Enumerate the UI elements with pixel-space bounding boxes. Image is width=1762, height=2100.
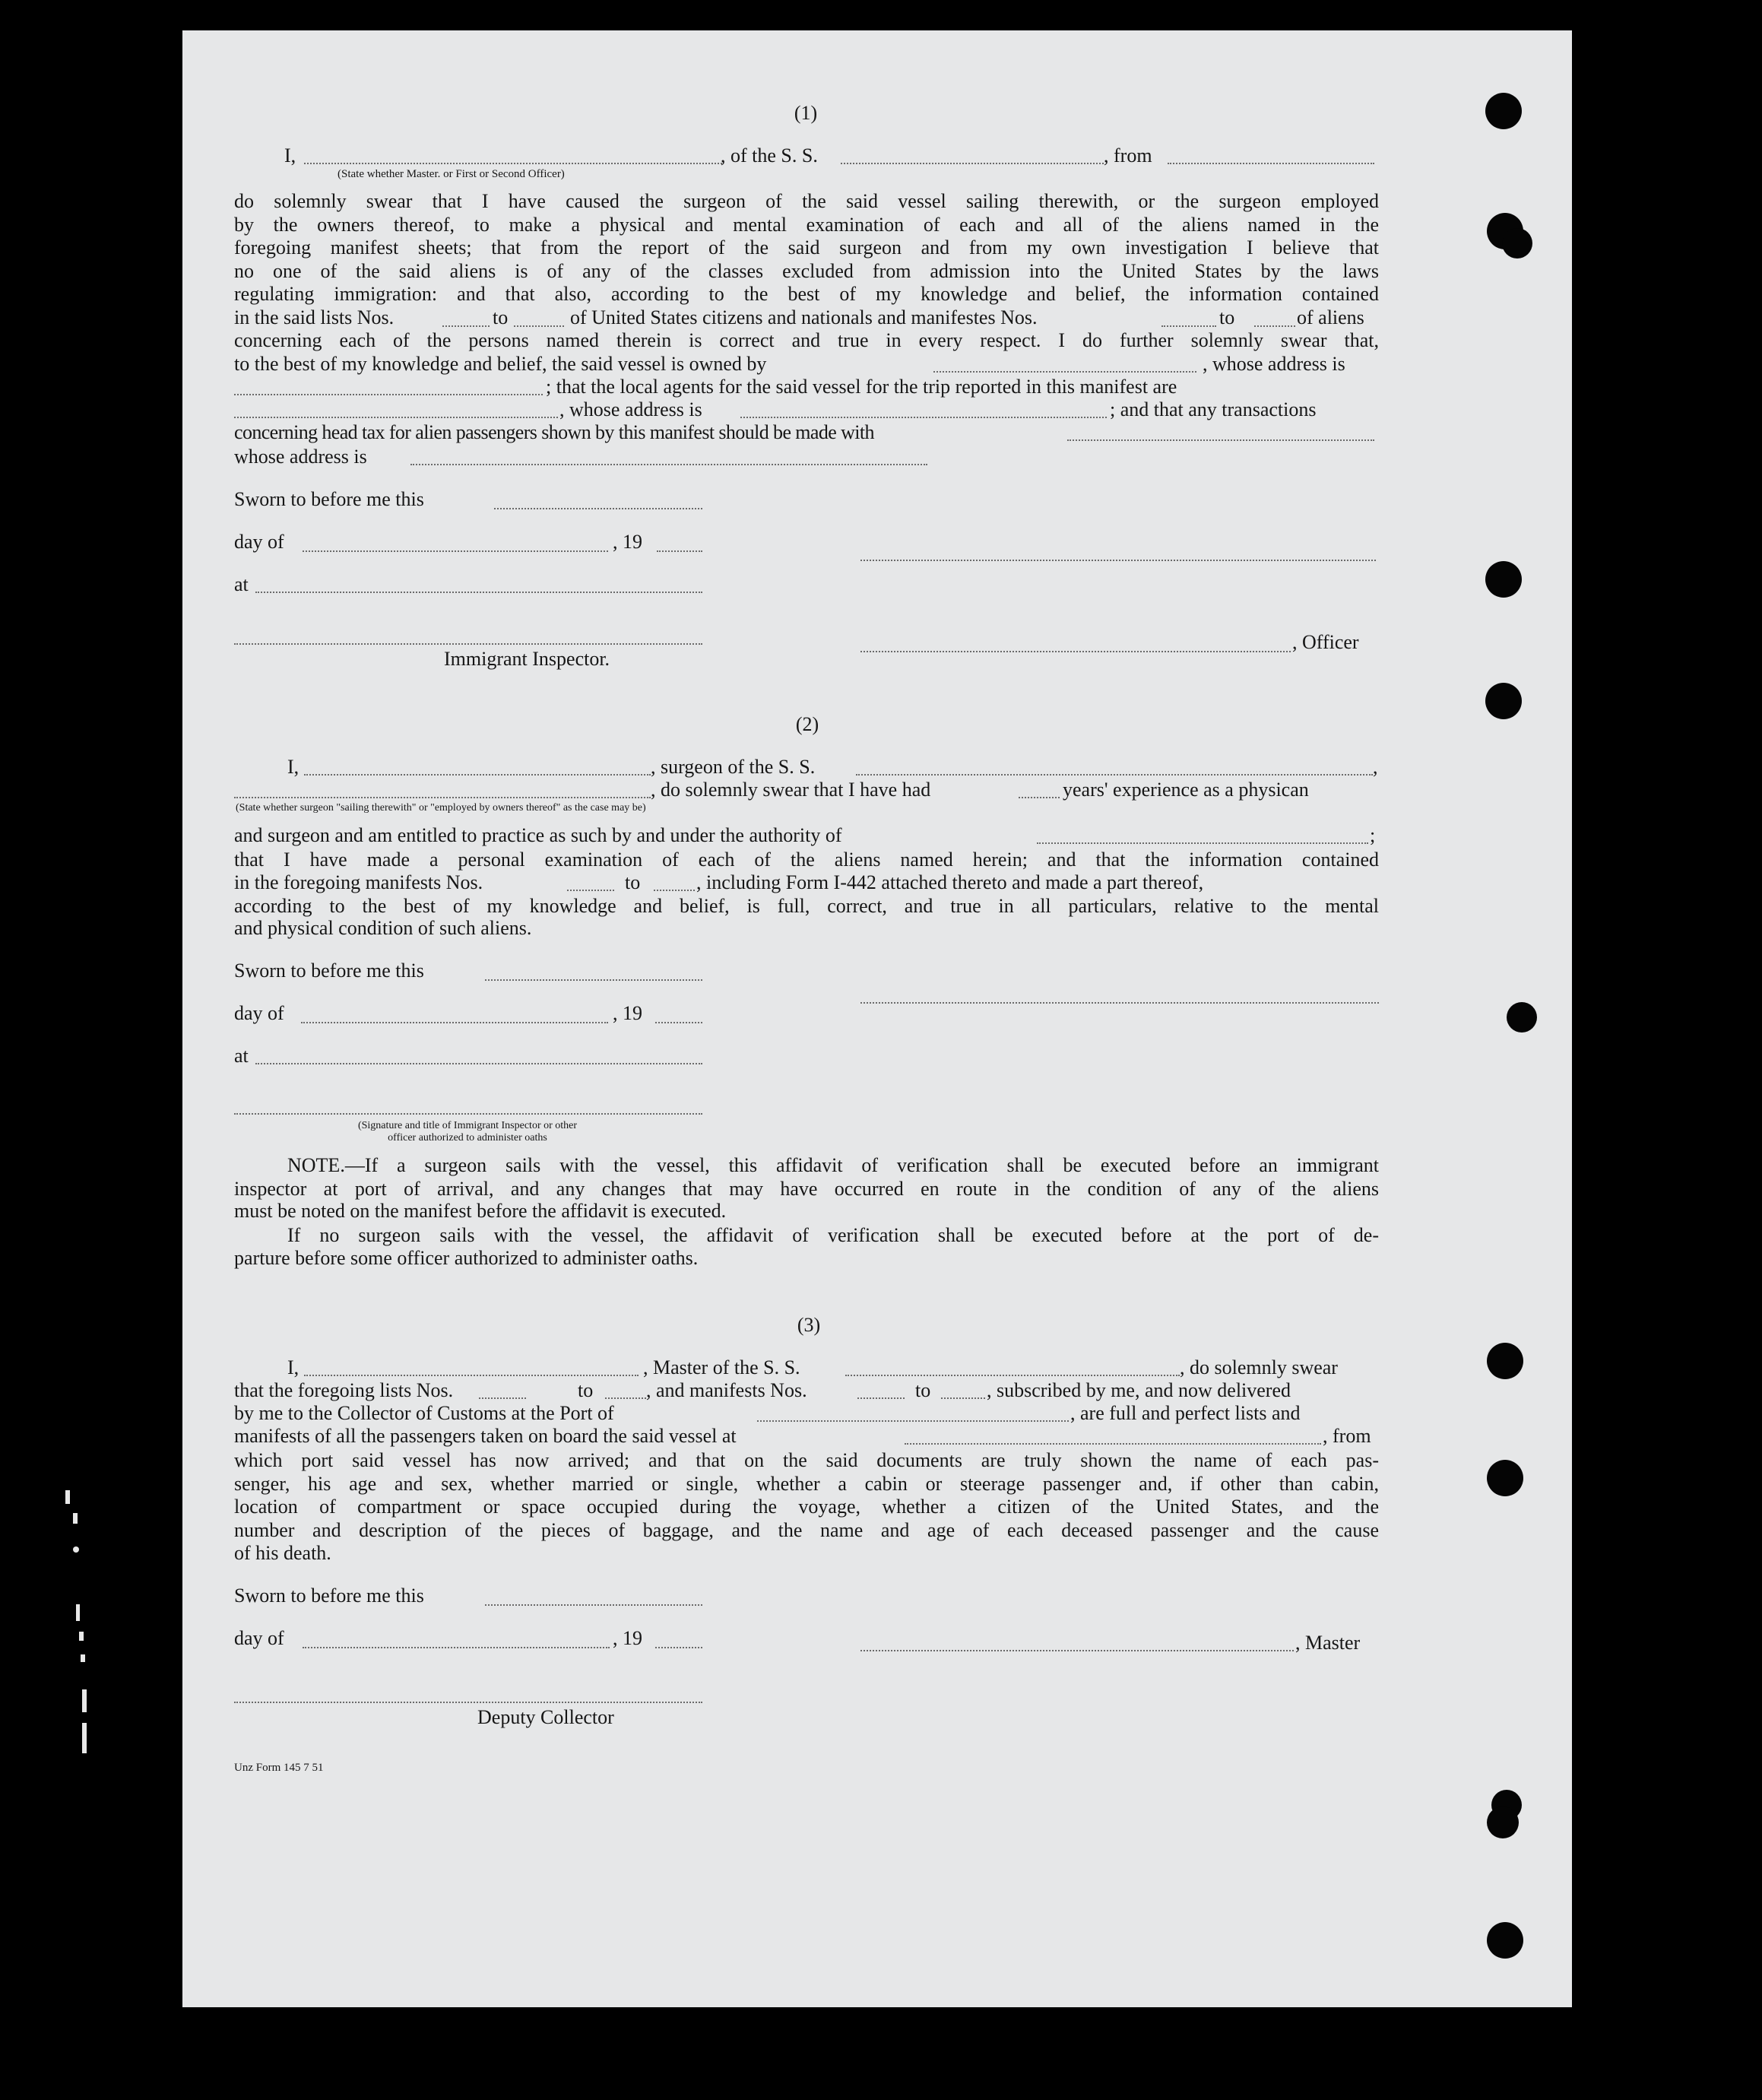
punch-hole: [1485, 561, 1522, 598]
subscribed-label: , subscribed by me, and now delivered: [987, 1379, 1291, 1401]
signature-note: (Signature and title of Immigrant Inspector or other: [357, 1120, 578, 1131]
master-paragraph: [234, 1449, 1379, 1542]
to-label: to: [625, 871, 641, 893]
inspector-signature-line[interactable]: [234, 643, 702, 645]
swear-label: , do solemnly swear that I have had: [651, 779, 931, 801]
lists-label: that the foregoing lists Nos.: [234, 1379, 454, 1401]
form-label: , including Form I-442 attached thereto and made a part thereof,: [696, 871, 1204, 893]
list-from-field[interactable]: [479, 1397, 526, 1399]
years-field[interactable]: [1019, 797, 1060, 798]
agents-label: ; that the local agents for the said vessel for the trip reported in this manifest are: [546, 376, 1177, 398]
master-signature-line[interactable]: [860, 1650, 1294, 1651]
collector-label: by me to the Collector of Customs at the Port of: [234, 1402, 614, 1424]
section-number: (1): [794, 102, 818, 124]
whose-address-label: , whose address is: [1203, 353, 1345, 375]
master-name-field[interactable]: [304, 1375, 639, 1376]
paragraph-line: foregoing manifest sheets; that from the report of the said surgeon and from my own investigation I believe that: [234, 236, 1379, 259]
sworn-month-field[interactable]: [303, 1647, 610, 1648]
section-number: (3): [797, 1314, 821, 1336]
surgeon-note: (State whether surgeon "sailing therewith" or "employed by owners thereof" as the case may be): [236, 802, 646, 814]
master-last-line: of his death.: [234, 1542, 331, 1564]
inspector-signature-line[interactable]: [234, 1113, 702, 1115]
lists-label: in the said lists Nos.: [234, 306, 395, 328]
day-of-label: day of: [234, 1627, 284, 1649]
from-label: , from: [1104, 144, 1152, 167]
punch-hole: [1487, 1922, 1523, 1959]
perfect-lists-label: , are full and perfect lists and: [1070, 1402, 1301, 1424]
authority-field[interactable]: [1037, 842, 1368, 844]
if-no-paragraph: [234, 1224, 1379, 1248]
boarding-port-field[interactable]: [905, 1443, 1321, 1445]
paragraph-line: which port said vessel has now arrived; and that on the said documents are truly shown the name of each pas-: [234, 1449, 1379, 1471]
sworn-day-field[interactable]: [485, 1604, 702, 1606]
master-of-label: , Master of the S. S.: [643, 1356, 800, 1378]
officer-title-line[interactable]: [860, 651, 1291, 652]
sworn-label: Sworn to before me this: [234, 1585, 424, 1607]
according-line: [234, 895, 1379, 918]
surgeon-type-field[interactable]: [234, 797, 651, 798]
edge-mark: [76, 1604, 80, 1621]
list-to-field[interactable]: [605, 1397, 646, 1399]
surgeon-signature-line[interactable]: [860, 1002, 1379, 1004]
year-label: , 19: [613, 1627, 642, 1649]
from-label: , from: [1323, 1425, 1371, 1447]
paragraph-line: that I have made a personal examination of each of the aliens named herein; and that the information contained: [234, 849, 1379, 871]
punch-hole: [1485, 683, 1522, 719]
manifest-to-field[interactable]: [654, 890, 695, 891]
manifest-to-field[interactable]: [941, 1397, 985, 1399]
vessel-name-field[interactable]: [856, 774, 1373, 776]
officer-label: , Officer: [1292, 631, 1359, 653]
edge-mark: [65, 1490, 70, 1504]
paragraph-line: number and description of the pieces of baggage, and the name and age of each deceased passenger and the cause: [234, 1518, 1379, 1541]
form-number: Unz Form 145 7 51: [234, 1762, 324, 1774]
year-label: , 19: [613, 1002, 642, 1024]
paragraph-line: do solemnly swear that I have caused the surgeon of the said vessel sailing therewith, or the surgeon employed: [234, 190, 1379, 212]
owned-label: to the best of my knowledge and belief, the said vessel is owned by: [234, 353, 767, 375]
edge-mark: [79, 1632, 84, 1641]
officer-note: (State whether Master. or First or Second Officer): [338, 168, 565, 180]
vessel-name-field[interactable]: [841, 163, 1104, 164]
paragraph-line: by the owners thereof, to make a physical and mental examination of each and all of the aliens named in the: [234, 213, 1379, 236]
paragraph-line: location of compartment or space occupied during the voyage, whether a citizen of the United States, and the: [234, 1496, 1379, 1518]
head-tax-field[interactable]: [1067, 439, 1374, 441]
agents-address-field[interactable]: [740, 417, 1107, 418]
departure-port-field[interactable]: [1168, 163, 1374, 164]
transactions-label: ; and that any transactions: [1110, 398, 1317, 420]
concerning-line: [234, 329, 1379, 353]
note-paragraph: [234, 1154, 1379, 1201]
port-field[interactable]: [757, 1420, 1069, 1422]
paragraph-line: concerning each of the persons named therein is correct and true in every respect. I do further solemnly swear that,: [234, 329, 1379, 351]
paragraph-line: If no surgeon sails with the vessel, the affidavit of verification shall be executed before at the port of de-: [287, 1224, 1379, 1246]
edge-mark: [73, 1546, 79, 1553]
list-from-field[interactable]: [442, 325, 490, 327]
exam-line: [234, 849, 1379, 872]
sworn-place-field[interactable]: [255, 1063, 702, 1064]
punch-hole: [1487, 1807, 1519, 1838]
whose-address-label: , whose address is: [559, 398, 702, 420]
owner-field[interactable]: [933, 371, 1196, 373]
edge-mark: [81, 1654, 85, 1662]
aliens-label: of aliens: [1297, 306, 1364, 328]
edge-mark: [73, 1513, 78, 1524]
sworn-label: Sworn to before me this: [234, 488, 424, 510]
sworn-year-field[interactable]: [657, 550, 702, 552]
sworn-label: Sworn to before me this: [234, 960, 424, 982]
agents-field[interactable]: [234, 417, 558, 418]
manifest-from-field[interactable]: [1161, 325, 1216, 327]
oath-prefix: I,: [287, 1356, 299, 1378]
manifests-label: in the foregoing manifests Nos.: [234, 871, 483, 893]
to-label: to: [1219, 306, 1235, 328]
surgeon-of-label: , surgeon of the S. S.: [651, 756, 816, 778]
head-tax-label: concerning head tax for alien passengers shown by this manifest should be made with: [234, 421, 874, 443]
paragraph-line: NOTE.—If a surgeon sails with the vessel, this affidavit of verification shall be executed before an immigrant: [287, 1154, 1379, 1176]
note-last-line: must be noted on the manifest before the affidavit is executed.: [234, 1200, 727, 1222]
paragraph-line: regulating immigration: and that also, according to the best of my knowledge and belief, the information contained: [234, 283, 1379, 305]
sworn-month-field[interactable]: [301, 1022, 608, 1023]
boarding-label: manifests of all the passengers taken on board the said vessel at: [234, 1425, 737, 1447]
deputy-label: Deputy Collector: [477, 1706, 614, 1728]
paragraph-line: inspector at port of arrival, and any changes that may have occurred en route in the condition of any of the aliens: [234, 1177, 1379, 1200]
day-of-label: day of: [234, 1002, 284, 1024]
sworn-day-field[interactable]: [494, 508, 702, 509]
sworn-year-field[interactable]: [655, 1647, 702, 1648]
oath-paragraph: [234, 190, 1379, 306]
to-label: to: [493, 306, 509, 328]
sworn-year-field[interactable]: [655, 1022, 702, 1023]
punch-hole: [1507, 1002, 1537, 1033]
manifest-from-field[interactable]: [857, 1397, 905, 1399]
whose-address-label: whose address is: [234, 446, 367, 468]
punch-hole: [1485, 93, 1522, 129]
day-of-label: day of: [234, 531, 284, 553]
master-label: , Master: [1295, 1632, 1361, 1654]
surgeon-name-field[interactable]: [304, 774, 651, 776]
at-label: at: [234, 1045, 249, 1067]
sworn-day-field[interactable]: [485, 979, 702, 981]
head-tax-address-field[interactable]: [410, 464, 927, 465]
if-no-last-line: parture before some officer authorized to administer oaths.: [234, 1247, 699, 1269]
year-label: , 19: [613, 531, 642, 553]
comma: ,: [1373, 756, 1378, 778]
to-label: to: [578, 1379, 594, 1401]
owner-address-field[interactable]: [234, 394, 543, 395]
paragraph-line: according to the best of my knowledge and belief, is full, correct, and true in all particulars, relative to the mental: [234, 895, 1379, 917]
sworn-place-field[interactable]: [255, 592, 702, 593]
at-label: at: [234, 573, 249, 595]
list-to-field[interactable]: [514, 325, 564, 327]
officer-signature-line[interactable]: [860, 560, 1376, 561]
semicolon: ;: [1370, 824, 1376, 846]
punch-hole: [1502, 228, 1532, 259]
condition-line: and physical condition of such aliens.: [234, 917, 532, 939]
manifests-label: , and manifests Nos.: [646, 1379, 807, 1401]
vessel-label: , of the S. S.: [721, 144, 818, 167]
paragraph-line: no one of the said aliens is of any of the classes excluded from admission into the United States by the laws: [234, 259, 1379, 282]
inspector-label: Immigrant Inspector.: [444, 648, 610, 670]
deputy-signature-line[interactable]: [234, 1702, 702, 1703]
paragraph-line: senger, his age and sex, whether married or single, whether a cabin or steerage passenger and, if other than cabin,: [234, 1472, 1379, 1495]
to-label: to: [915, 1379, 931, 1401]
signature-note: officer authorized to administer oaths: [388, 1132, 547, 1144]
experience-label: years' experience as a physican: [1063, 779, 1309, 801]
edge-mark: [82, 1723, 87, 1753]
vessel-name-field[interactable]: [845, 1375, 1180, 1376]
citizens-label: of United States citizens and nationals and manifestes Nos.: [570, 306, 1038, 328]
manifest-to-field[interactable]: [1254, 325, 1295, 327]
sworn-month-field[interactable]: [303, 550, 608, 552]
section-number: (2): [795, 713, 819, 735]
oath-prefix: I,: [284, 144, 296, 167]
punch-hole: [1487, 1343, 1523, 1379]
do-swear-label: , do solemnly swear: [1180, 1356, 1338, 1378]
oath-prefix: I,: [287, 756, 299, 778]
manifest-from-field[interactable]: [567, 890, 614, 891]
punch-hole: [1487, 1460, 1523, 1496]
officer-name-field[interactable]: [304, 163, 722, 164]
authority-label: and surgeon and am entitled to practice as such by and under the authority of: [234, 824, 842, 846]
edge-mark: [82, 1689, 87, 1712]
